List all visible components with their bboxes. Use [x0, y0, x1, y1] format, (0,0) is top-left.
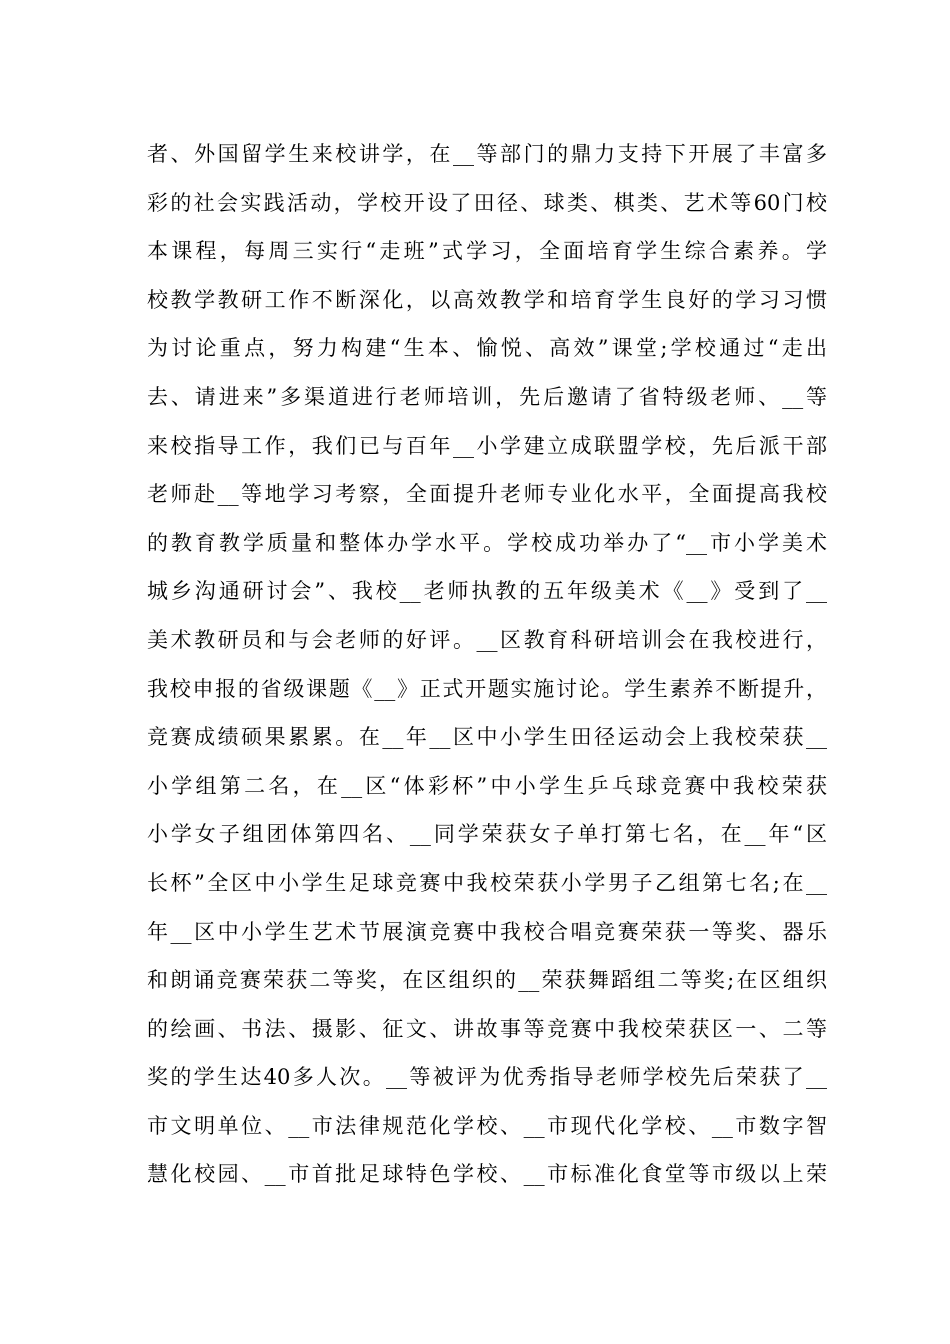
text-line: 美术教研员和与会老师的好评。__区教育科研培训会在我校进行，: [147, 627, 827, 652]
text-line: 的教育教学质量和整体办学水平。学校成功举办了“__市小学美术: [147, 530, 827, 555]
text-line: 为讨论重点，努力构建“生本、愉悦、高效”课堂;学校通过“走出: [147, 336, 827, 361]
text-line: 年__区中小学生艺术节展演竞赛中我校合唱竞赛荣获一等奖、器乐: [147, 919, 827, 944]
text-line: 城乡沟通研讨会”、我校__老师执教的五年级美术《__》受到了__: [147, 579, 827, 604]
text-line: 小学女子组团体第四名、__同学荣获女子单打第七名，在__年“区: [147, 822, 827, 847]
text-line: 竞赛成绩硕果累累。在__年__区中小学生田径运动会上我校荣获__: [147, 725, 827, 750]
text-line: 彩的社会实践活动，学校开设了田径、球类、棋类、艺术等60门校: [147, 190, 827, 215]
text-line: 校教学教研工作不断深化，以高效教学和培育学生良好的学习习惯: [147, 287, 827, 312]
text-line: 者、外国留学生来校讲学，在__等部门的鼎力支持下开展了丰富多: [147, 142, 827, 166]
text-line: 市文明单位、__市法律规范化学校、__市现代化学校、__市数字智: [147, 1113, 827, 1138]
text-line: 老师赴__等地学习考察，全面提升老师专业化水平，全面提高我校: [147, 482, 827, 507]
text-line: 小学组第二名，在__区“体彩杯”中小学生乒乓球竞赛中我校荣获: [147, 773, 827, 798]
text-line: 本课程，每周三实行“走班”式学习，全面培育学生综合素养。学: [147, 239, 827, 264]
text-line: 和朗诵竞赛荣获二等奖，在区组织的__荣获舞蹈组二等奖;在区组织: [147, 968, 827, 993]
text-line: 奖的学生达40多人次。__等被评为优秀指导老师学校先后荣获了__: [147, 1065, 827, 1090]
text-line: 去、请进来”多渠道进行老师培训，先后邀请了省特级老师、__等: [147, 384, 827, 409]
text-line: 来校指导工作，我们已与百年__小学建立成联盟学校，先后派干部: [147, 433, 827, 458]
text-line: 慧化校园、__市首批足球特色学校、__市标准化食堂等市级以上荣: [147, 1162, 827, 1187]
text-line: 的绘画、书法、摄影、征文、讲故事等竞赛中我校荣获区一、二等: [147, 1016, 827, 1041]
text-line: 我校申报的省级课题《__》正式开题实施讨论。学生素养不断提升，: [147, 676, 827, 701]
body-text: [147, 130, 827, 1199]
text-line: 长杯”全区中小学生足球竞赛中我校荣获小学男子乙组第七名;在__: [147, 870, 827, 895]
